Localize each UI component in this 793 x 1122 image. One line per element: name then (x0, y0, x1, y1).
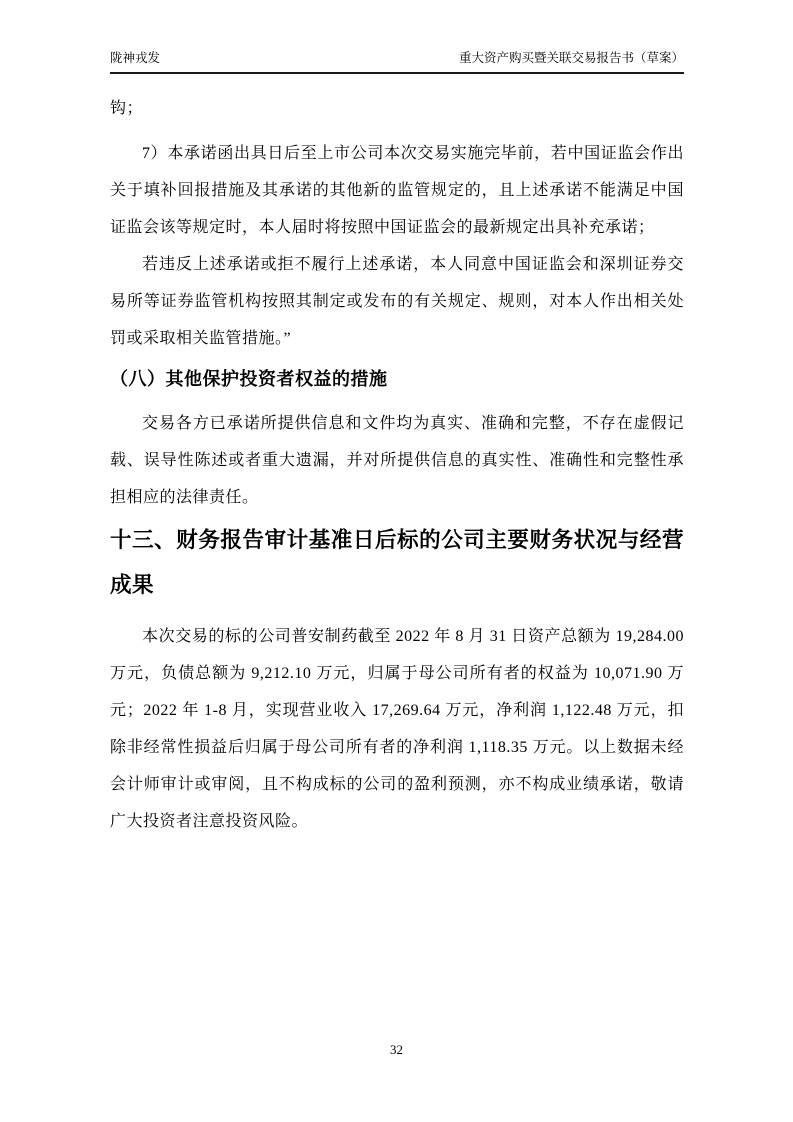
paragraph-commitment-item-7: 7）本承诺函出具日后至上市公司本次交易实施完毕前，若中国证监会作出关于填补回报措施及其承诺的其他新的监管规定的，且上述承诺不能满足中国证监会该等规定时，本人届时将按照中国证监会的最新规定出具补充承诺； (110, 145, 684, 236)
header-report-title: 重大资产购买暨关联交易报告书（草案） (458, 51, 684, 65)
page-footer (0, 1042, 793, 1058)
paragraph-information-truthfulness: 交易各方已承诺所提供信息和文件均为真实、准确和完整，不存在虚假记载、误导性陈述或者重大遗漏，并对所提供信息的真实性、准确性和完整性承担相应的法律责任。 (110, 415, 684, 506)
header-company-name: 陇神戎发 (110, 51, 161, 65)
paragraph-hook-fragment: 钩； (110, 100, 144, 117)
document-content (110, 90, 684, 840)
page-header (110, 50, 684, 74)
page-number: 32 (390, 1042, 403, 1057)
chapter-heading-financial-status: 十三、财务报告审计基准日后标的公司主要财务状况与经营成果 (110, 528, 684, 597)
paragraph-target-company-financials: 本次交易的标的公司普安制药截至 2022 年 8 月 31 日资产总额为 19,284.00 万元，负债总额为 9,212.10 万元，归属于母公司所有者的权益为 10,071.90 万元；2022 年 1-8 月，实现营业收入 17,269.64 万元，净利润 1,122.48 万元，扣除非经常性损益后归属于母公司所有者的净利润 1,118.35 万元。以上数据未经会计师审计或审阅，且不构成标的公司的盈利预测，亦不构成业绩承诺，敬请广大投资者注意投资风险。 (110, 628, 684, 830)
section-heading-investor-protection: （八）其他保护投资者权益的措施 (110, 369, 388, 389)
paragraph-violation-consequences: 若违反上述承诺或拒不履行上述承诺，本人同意中国证监会和深圳证券交易所等证券监管机构按照其制定或发布的有关规定、规则，对本人作出相关处罚或采取相关监管措施。” (110, 256, 684, 347)
